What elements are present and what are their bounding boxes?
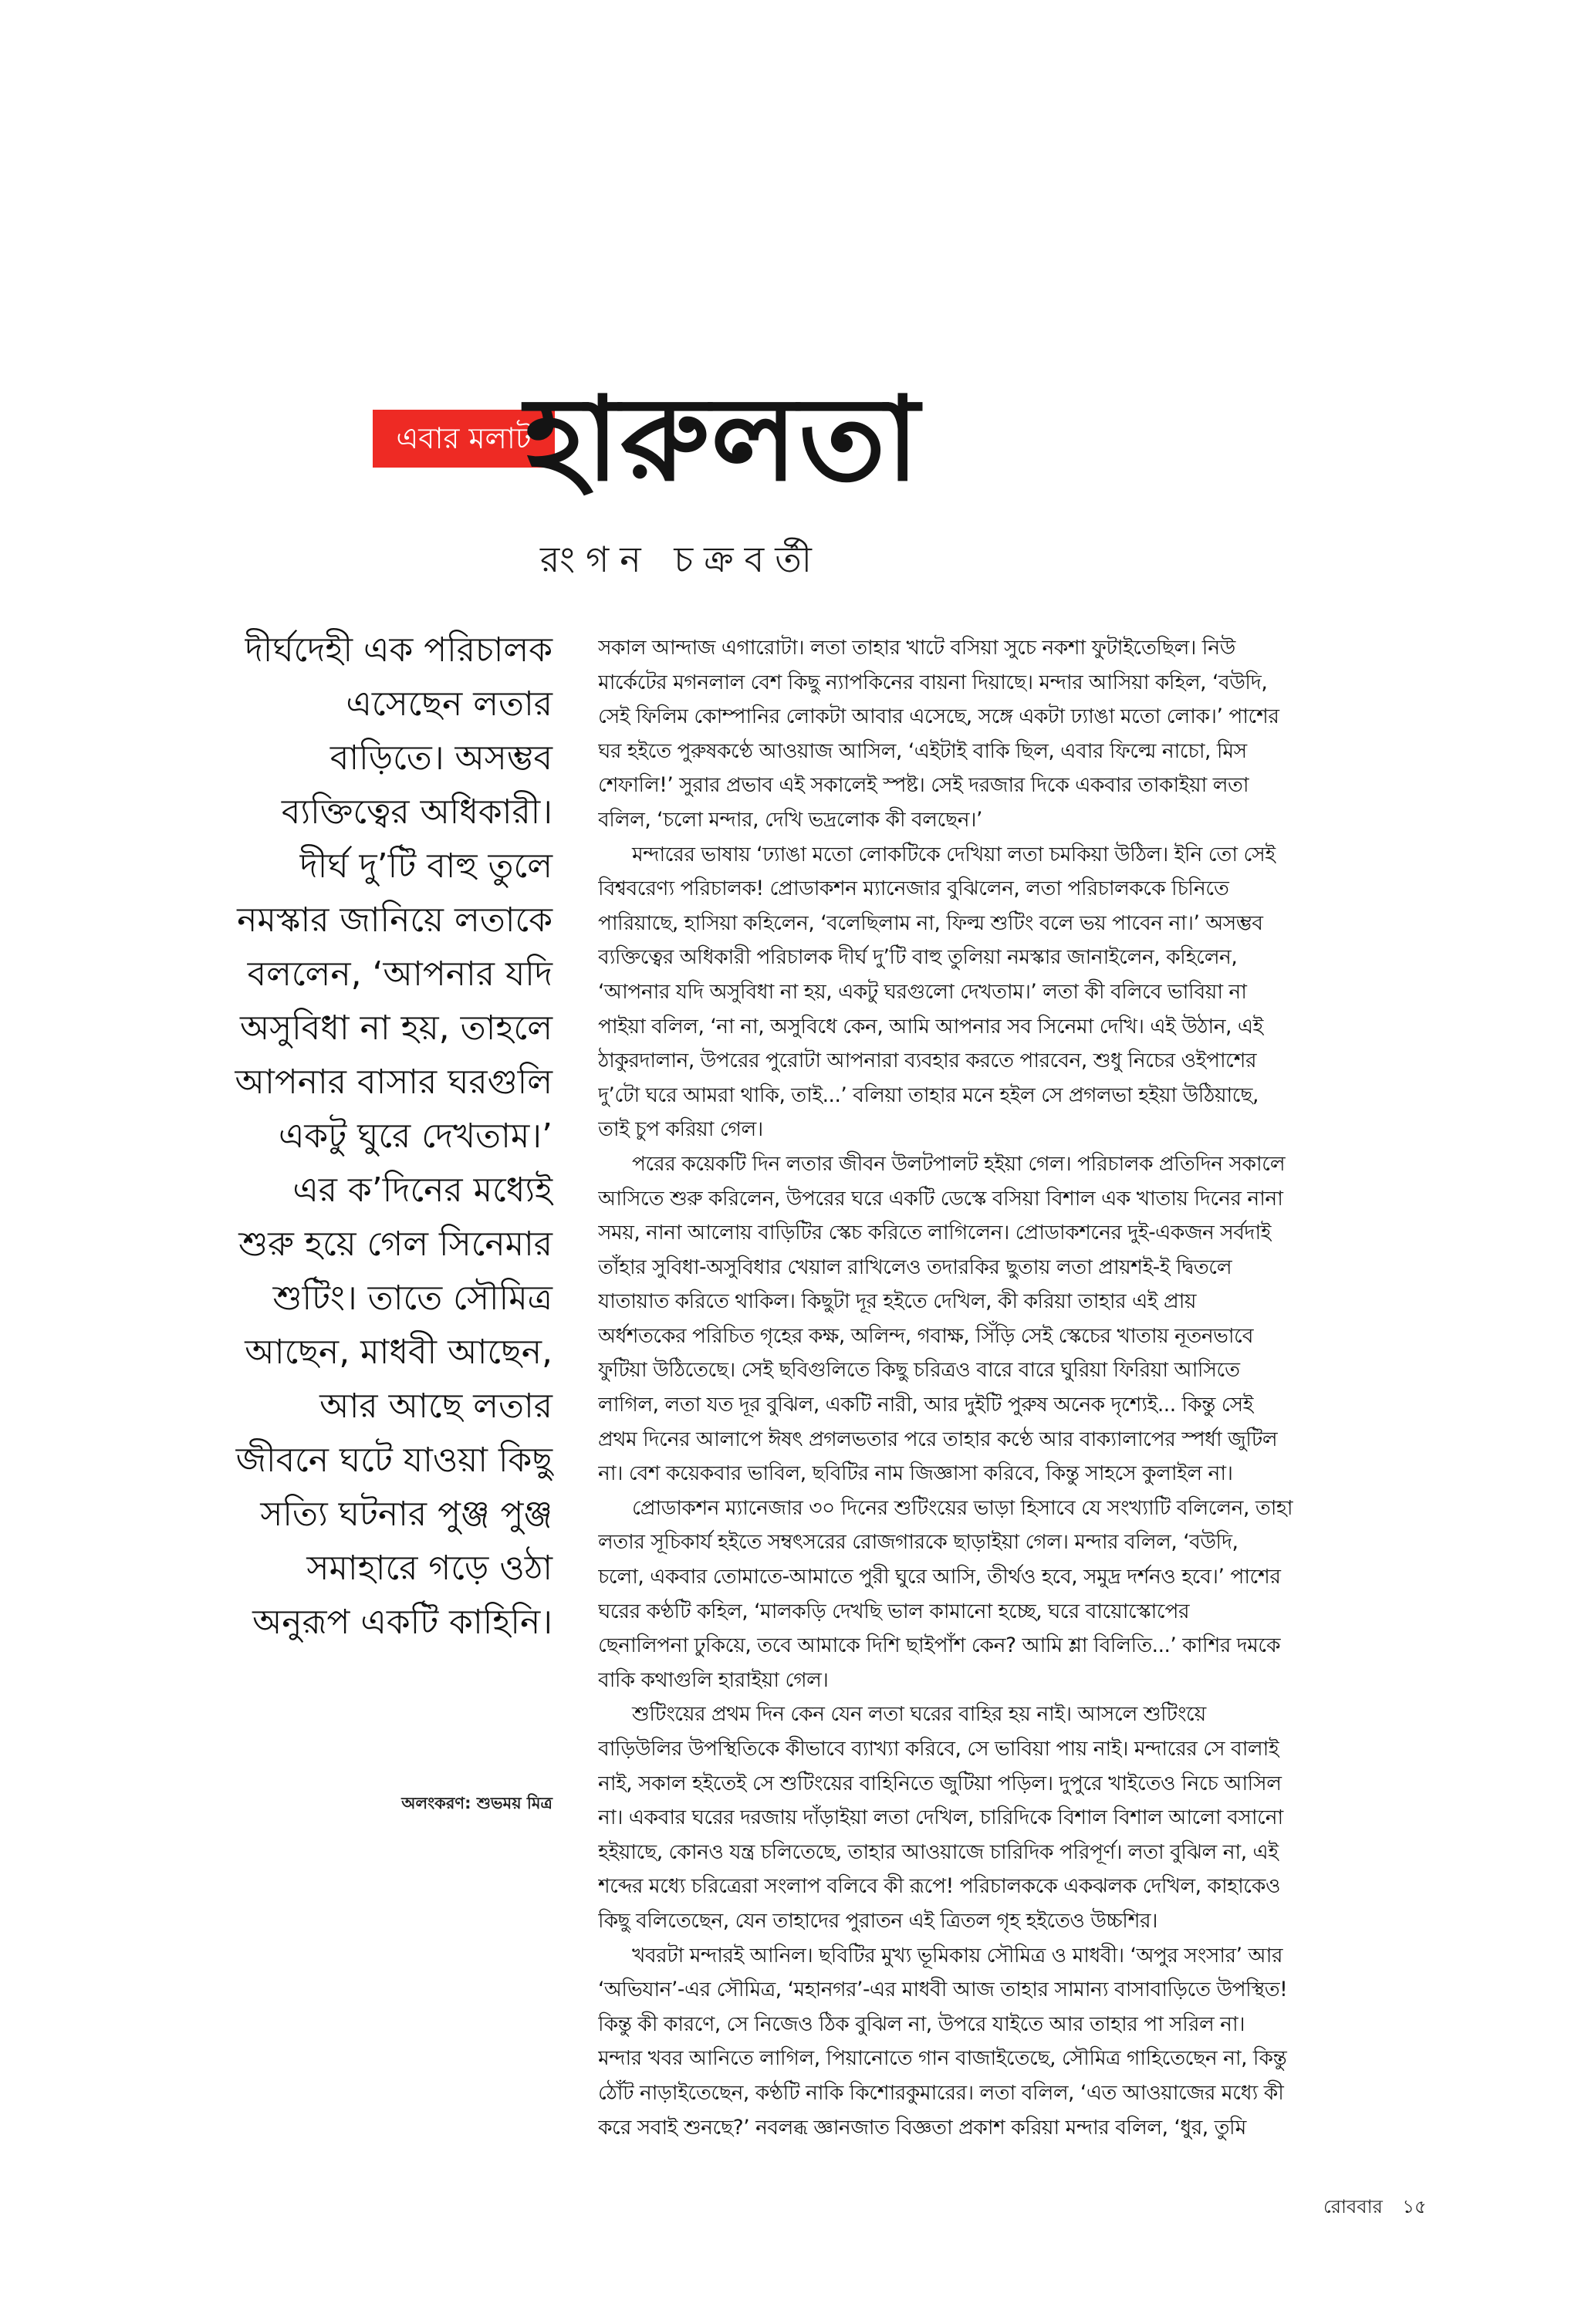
body-line: হইয়াছে, কোনও যন্ত্র চলিতেছে, তাহার আওয়াজে চারিদিক পরিপূর্ণ। লতা বুঝিল না, এই (598, 1839, 1279, 1864)
body-line: ‘অভিযান’-এর সৌমিত্র, ‘মহানগর’-এর মাধবী আজ তাহার সামান্য বাসাবাড়িতে উপস্থিত! (598, 1978, 1288, 2002)
body-line: আসিতে শুরু করিলেন, উপরের ঘরে একটি ডেস্কে বসিয়া বিশাল এক খাতায় দিনের নানা (598, 1186, 1283, 1211)
body-line: না। বেশ কয়েকবার ভাবিল, ছবিটির নাম জিজ্ঞাসা করিবে, কিন্তু সাহসে কুলাইল না। (598, 1461, 1233, 1486)
pull-quote-line: আছেন, মাধবী আছেন, (245, 1333, 553, 1372)
pull-quote-line: এর ক’দিনের মধ্যেই (292, 1170, 553, 1210)
page-footer (1323, 2194, 1441, 2220)
pull-quote-line: বললেন, ‘আপনার যদি (247, 954, 553, 994)
body-line: অর্ধশতকের পরিচিত গৃহের কক্ষ, অলিন্দ, গবাক্ষ, সিঁড়ি সেই স্কেচের খাতায় নূতনভাবে (598, 1323, 1253, 1348)
body-line: কিছু বলিতেছেন, যেন তাহাদের পুরাতন এই ত্রিতল গৃহ হইতেও উচ্চশির। (598, 1908, 1158, 1933)
body-line: ঠাকুরদালান, উপরের পুরোটা আপনারা ব্যবহার করতে পারবেন, শুধু নিচের ওইপাশের (598, 1049, 1257, 1073)
body-line: প্রোডাকশন ম্যানেজার ৩০ দিনের শুটিংয়ের ভাড়া হিসাবে যে সংখ্যাটি বলিলেন, তাহা (632, 1495, 1293, 1520)
body-line: ছেনালিপনা ঢুকিয়ে, তবে আমাকে দিশি ছাইপাঁশ কেন? আমি শ্লা বিলিতি...’ কাশির দমকে (598, 1633, 1281, 1658)
body-line: নাই, সকাল হইতেই সে শুটিংয়ের বাহিনিতে জুটিয়া পড়িল। দুপুরে খাইতেও নিচে আসিল (598, 1771, 1282, 1795)
body-line: না। একবার ঘরের দরজায় দাঁড়াইয়া লতা দেখিল, চারিদিকে বিশাল বিশাল আলো বসানো (598, 1805, 1283, 1830)
pull-quote-line: সত্যি ঘটনার পুঞ্জ পুঞ্জ (260, 1495, 553, 1534)
pull-quote-line: শুরু হয়ে গেল সিনেমার (238, 1224, 553, 1264)
pull-quote-line: দীর্ঘদেহী এক পরিচালক (245, 630, 553, 670)
article-title: হারুলতা (525, 373, 921, 507)
body-line: সেই ফিলিম কোম্পানির লোকটা আবার এসেছে, সঙ্গে একটা ঢ্যাঙা মতো লোক।’ পাশের (598, 704, 1279, 729)
body-line: পরের কয়েকটি দিন লতার জীবন উলটপালট হইয়া গেল। পরিচালক প্রতিদিন সকালে (632, 1151, 1286, 1176)
body-line: বলিল, ‘চলো মন্দার, দেখি ভদ্রলোক কী বলছেন।’ (598, 807, 982, 832)
body-line: যাতায়াত করিতে থাকিল। কিছুটা দূর হইতে দেখিল, কী করিয়া তাহার এই প্রায় (598, 1289, 1197, 1314)
pull-quote-line: দীর্ঘ দু’টি বাহু তুলে (299, 846, 553, 886)
body-line: শব্দের মধ্যে চরিত্রেরা সংলাপ বলিবে কী রূপে! পরিচালককে একঝলক দেখিল, কাহাকেও (598, 1874, 1280, 1899)
pull-quote-line: এসেছেন লতার (346, 684, 553, 724)
body-line: লতার সূচিকার্য হইতে সম্বৎসরের রোজগারকে ছাড়াইয়া গেল। মন্দার বলিল, ‘বউদি, (598, 1530, 1238, 1555)
body-line: লাগিল, লতা যত দূর বুঝিল, একটি নারী, আর দুইটি পুরুষ অনেক দৃশ্যেই... কিন্তু সেই (598, 1393, 1253, 1417)
body-line: মন্দারের ভাষায় ‘ঢ্যাঙা মতো লোকটিকে দেখিয়া লতা চমকিয়া উঠিল। ইনি তো সেই (632, 842, 1276, 866)
pull-quote-line: জীবনে ঘটে যাওয়া কিছু (235, 1441, 553, 1480)
body-line: পারিয়াছে, হাসিয়া কহিলেন, ‘বলেছিলাম না, ফিল্ম শুটিং বলে ভয় পাবেন না।’ অসম্ভব (598, 910, 1263, 935)
pull-quote-line: নমস্কার জানিয়ে লতাকে (237, 900, 553, 940)
pull-quote-line: আর আছে লতার (319, 1387, 553, 1426)
illustration-credit: অলংকরণ: শুভময় মিত্র (401, 1794, 553, 1812)
body-line: মন্দার খবর আনিতে লাগিল, পিয়ানোতে গান বাজাইতেছে, সৌমিত্র গাহিতেছেন না, কিন্তু (598, 2046, 1287, 2071)
body-line: প্রথম দিনের আলাপে ঈষৎ প্রগলভতার পরে তাহার কণ্ঠে আর বাক্যালাপের স্পর্ধা জুটিল (598, 1427, 1278, 1451)
author-byline: রংগন চক্রবর্তী (540, 539, 823, 580)
body-line: চলো, একবার তোমাতে-আমাতে পুরী ঘুরে আসি, তীর্থও হবে, সমুদ্র দর্শনও হবে।’ পাশের (598, 1565, 1281, 1589)
body-line: করে সবাই শুনছে?’ নবলব্ধ জ্ঞানজাত বিজ্ঞতা প্রকাশ করিয়া মন্দার বলিল, ‘ধুর, তুমি (598, 2115, 1246, 2140)
magazine-name: রোববার (1323, 2196, 1383, 2218)
body-line: বাড়িউলির উপস্থিতিকে কীভাবে ব্যাখ্যা করিবে, সে ভাবিয়া পায় নাই। মন্দারের সে বালাই (598, 1737, 1279, 1761)
body-line: সময়, নানা আলোয় বাড়িটির স্কেচ করিতে লাগিলেন। প্রোডাকশনের দুই-একজন সর্বদাই (598, 1221, 1271, 1245)
body-line: শুটিংয়ের প্রথম দিন কেন যেন লতা ঘরের বাহির হয় নাই। আসলে শুটিংয়ে (632, 1702, 1206, 1727)
body-line: ব্যক্তিত্বের অধিকারী পরিচালক দীর্ঘ দু’টি বাহু তুলিয়া নমস্কার জানাইলেন, কহিলেন, (598, 945, 1238, 970)
body-line: সকাল আন্দাজ এগারোটা। লতা তাহার খাটে বসিয়া সুচে নকশা ফুটাইতেছিল। নিউ (598, 636, 1235, 660)
body-line: ঠোঁট নাড়াইতেছেন, কণ্ঠটি নাকি কিশোরকুমারের। লতা বলিল, ‘এত আওয়াজের মধ্যে কী (598, 2080, 1284, 2105)
pull-quote-line: বাড়িতে। অসম্ভব (329, 738, 553, 778)
body-line: তাঁহার সুবিধা-অসুবিধার খেয়াল রাখিলেও তদারকির ছুতায় লতা প্রায়শই-ই দ্বিতলে (598, 1255, 1232, 1279)
body-line: শেফালি!’ সুরার প্রভাব এই সকালেই স্পষ্ট। সেই দরজার দিকে একবার তাকাইয়া লতা (598, 773, 1249, 798)
body-line: কিন্তু কী কারণে, সে নিজেও ঠিক বুঝিল না, উপরে যাইতে আর তাহার পা সরিল না। (598, 2012, 1245, 2036)
body-line: বিশ্ববরেণ্য পরিচালক! প্রোডাকশন ম্যানেজার বুঝিলেন, লতা পরিচালককে চিনিতে (598, 877, 1229, 901)
pull-quote-line: একটু ঘুরে দেখতাম।’ (278, 1116, 553, 1156)
pull-quote-line: ব্যক্তিত্বের অধিকারী। (281, 792, 553, 832)
body-line: খবরটা মন্দারই আনিল। ছবিটির মুখ্য ভূমিকায় সৌমিত্র ও মাধবী। ‘অপুর সংসার’ আর (632, 1943, 1282, 1968)
pull-quote-line: আপনার বাসার ঘরগুলি (235, 1062, 553, 1102)
body-line: মার্কেটের মগনলাল বেশ কিছু ন্যাপকিনের বায়না দিয়াছে। মন্দার আসিয়া কহিল, ‘বউদি, (598, 670, 1268, 694)
body-line: ফুটিয়া উঠিতেছে। সেই ছবিগুলিতে কিছু চরিত্রও বারে বারে ঘুরিয়া ফিরিয়া আসিতে (598, 1358, 1240, 1383)
pull-quote (154, 623, 553, 1650)
pull-quote-line: শুটিং। তাতে সৌমিত্র (272, 1279, 553, 1318)
body-line: ঘরের কণ্ঠটি কহিল, ‘মালকড়ি দেখছি ভাল কামানো হচ্ছে, ঘরে বায়োস্কোপের (598, 1599, 1190, 1623)
body-line: ‘আপনার যদি অসুবিধা না হয়, একটু ঘরগুলো দেখতাম।’ লতা কী বলিবে ভাবিয়া না (598, 979, 1247, 1004)
article-body (598, 631, 1435, 2145)
pull-quote-line: অসুবিধা না হয়, তাহলে (239, 1008, 553, 1048)
page-number: ১৫ (1402, 2196, 1427, 2218)
body-line: দু’টো ঘরে আমরা থাকি, তাই...’ বলিয়া তাহার মনে হইল সে প্রগলভা হইয়া উঠিয়াছে, (598, 1083, 1259, 1107)
section-badge: এবার মলাট (373, 410, 555, 468)
body-line: ঘর হইতে পুরুষকণ্ঠে আওয়াজ আসিল, ‘এইটাই বাকি ছিল, এবার ফিল্মে নাচো, মিস (598, 738, 1247, 763)
body-line: বাকি কথাগুলি হারাইয়া গেল। (598, 1667, 829, 1692)
body-line: তাই চুপ করিয়া গেল। (598, 1117, 763, 1142)
body-line: পাইয়া বলিল, ‘না না, অসুবিধে কেন, আমি আপনার সব সিনেমা দেখি। এই উঠান, এই (598, 1014, 1263, 1039)
pull-quote-line: অনুরূপ একটি কাহিনি। (252, 1603, 553, 1642)
pull-quote-line: সমাহারে গড়ে ওঠা (306, 1549, 553, 1588)
